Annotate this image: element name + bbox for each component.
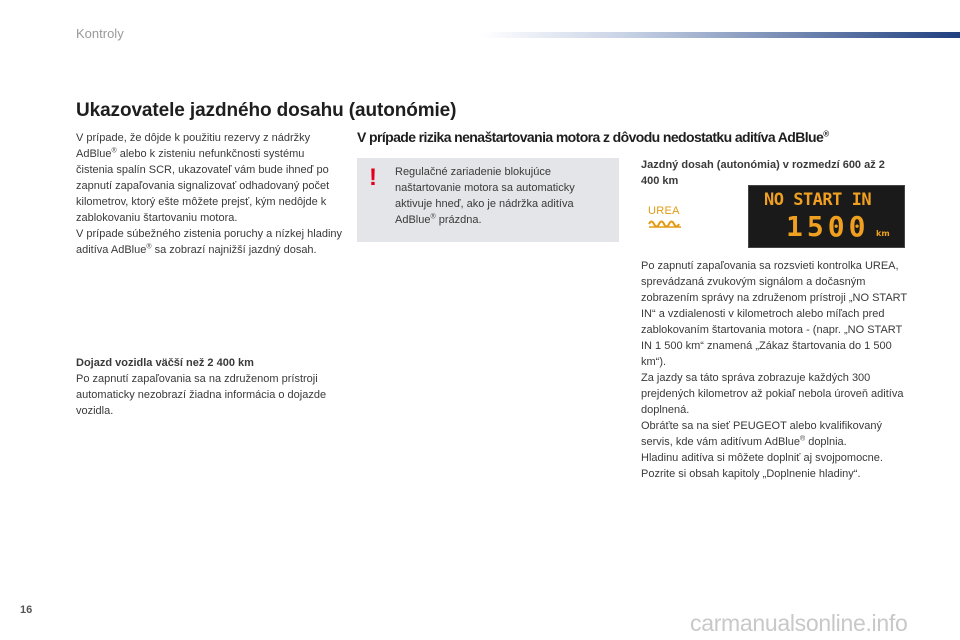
page-title: Ukazovatele jazdného dosahu (autonómie) <box>76 100 457 121</box>
section-label: Kontroly <box>76 26 124 41</box>
range-over-2400-section <box>76 355 344 419</box>
warning-text: Regulačné zariadenie blokujúce naštartovanie motora sa automaticky aktivuje hneď, ako je nádržka aditíva AdBlue® prázdna. <box>395 166 575 226</box>
page-number: 16 <box>20 604 33 616</box>
exclamation-icon: ! <box>369 164 377 191</box>
section-subtitle: V prípade rizika nenaštartovania motora z dôvodu nedostatku aditíva AdBlue® <box>357 129 829 145</box>
display-distance-value: 1500 <box>786 210 870 243</box>
intro-paragraph: V prípade, že dôjde k použitiu rezervy z nádržky AdBlue® alebo k zisteniu nefunkčnosti systému čistenia spalín SCR, ukazovateľ vám bude ihneď po zapnutí zapaľovania signalizovať odhadovaný počet kilometrov, ktorý ešte môžete prejsť, kým nedôjde k zablokovaniu štartovaniu motora. V prípade súbežného zistenia poruchy a nízkej hladiny aditíva AdBlue® sa zobrazí najnižší jazdný dosah. <box>76 132 343 256</box>
urea-warning-label: UREA <box>648 205 680 217</box>
display-message: NO START IN <box>764 190 872 210</box>
range-over-2400-heading: Dojazd vozidla väčší než 2 400 km <box>76 357 254 369</box>
paragraph: Obráťte sa na sieť PEUGEOT alebo kvalifikovaný servis, kde vám aditívum AdBlue® doplnia. <box>641 420 882 448</box>
display-unit: km <box>876 229 890 238</box>
watermark: carmanualsonline.info <box>690 610 908 636</box>
range-600-2400-heading: Jazdný dosah (autonómia) v rozmedzí 600 až 2 400 km <box>641 159 885 187</box>
urea-waves-icon <box>648 218 682 228</box>
paragraph: Hladinu aditíva si môžete doplniť aj svojpomocne. Pozrite si obsah kapitoly „Doplnenie hladiny“. <box>641 452 883 480</box>
header-bar <box>480 32 960 38</box>
range-600-2400-text <box>641 258 913 482</box>
paragraph: Za jazdy sa táto správa zobrazuje každých 300 prejdených kilometrov až pokiaľ nebola úroveň aditíva doplnená. <box>641 372 904 416</box>
paragraph: Po zapnutí zapaľovania sa rozsvieti kontrolka UREA, sprevádzaná zvukovým signálom a dočasným zobrazením správy na združenom prístroji „NO START IN“ a vzdialenosti v kilometroch alebo míľach pred zablokovaním štartovania motora - (napr. „NO START IN 1 500 km“ znamená „Zákaz štartovania do 1 500 km“). <box>641 260 907 368</box>
range-over-2400-text: Po zapnutí zapaľovania sa na združenom prístroji automaticky nezobrazí žiadna informácia o dojazde vozidla. <box>76 373 327 417</box>
